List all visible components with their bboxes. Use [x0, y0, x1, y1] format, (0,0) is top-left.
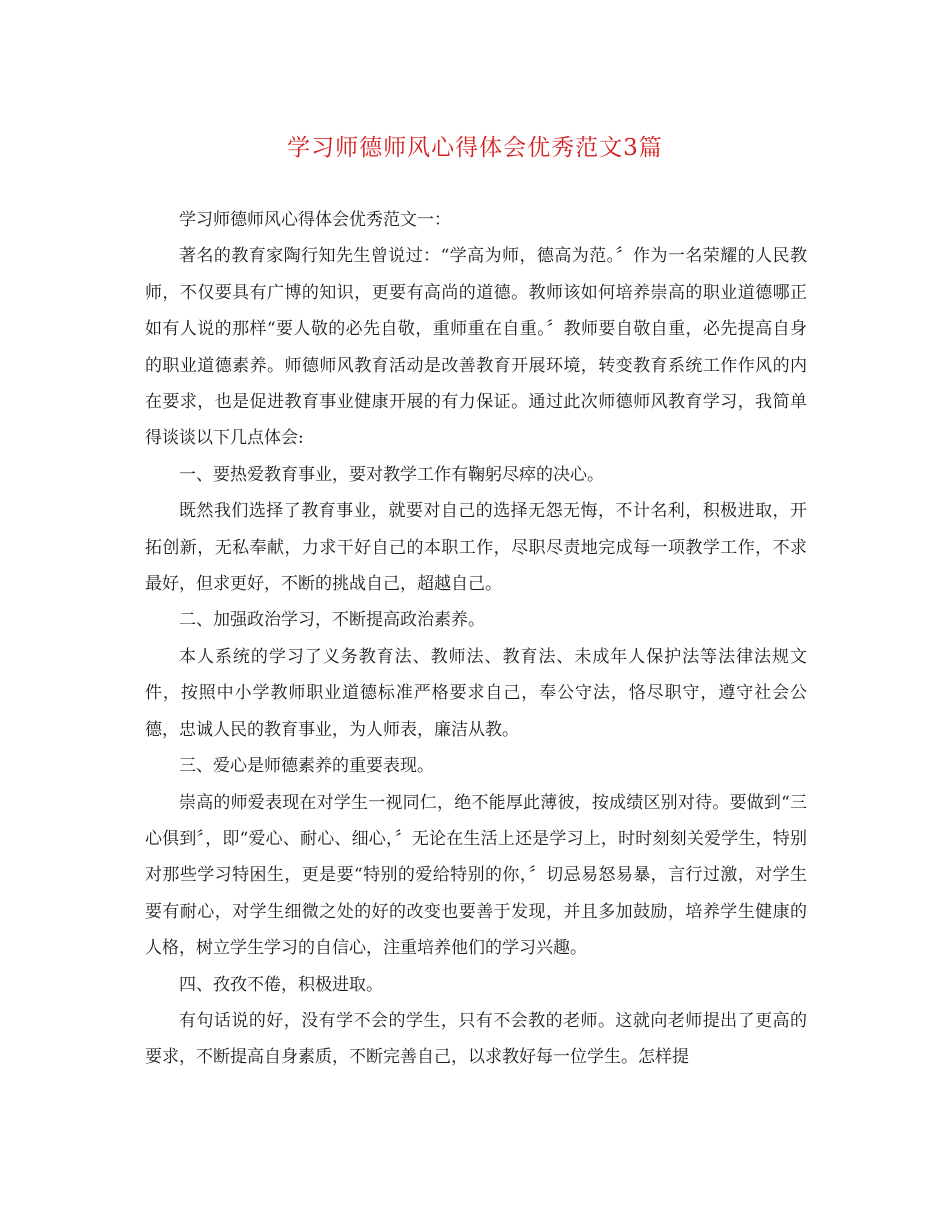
paragraph-point-one-body: 既然我们选择了教育事业，就要对自己的选择无怨无悔，不计名利，积极进取，开拓创新，无私奉献，力求干好自己的本职工作，尽职尽责地完成每一项教学工作，不求最好，但求更好，不断的挑战自己，超越自己。: [145, 501, 807, 595]
paragraph-section-heading: 学习师德师风心得体会优秀范文一：: [179, 210, 451, 230]
paragraph-intro: 著名的教育家陶行知先生曾说过：“学高为师，德高为范。〞作为一名荣耀的人民教师，不仅要具有广博的知识，更要有高尚的道德。教师该如何培养崇高的职业道德哪正如有人说的那样“要人敬的必先自敬，重师重在自重。〞教师要自敬自重，必先提高自身的职业道德素养。师德师风教育活动是改善教育开展环境，转变教育系统工作作风的内在要求，也是促进教育事业健康开展的有力保证。通过此次师德师风教育学习，我简单得谈谈以下几点体会:: [145, 246, 807, 449]
paragraph-point-four-body: 有句话说的好，没有学不会的学生，只有不会教的老师。这就向老师提出了更高的要求，不断提高自身素质，不断完善自己，以求教好每一位学生。怎样提: [145, 1010, 807, 1068]
paragraph-point-two-heading: 二、加强政治学习，不断提高政治素养。: [179, 610, 485, 631]
paragraph-point-one-heading: 一、要热爱教育事业，要对教学工作有鞠躬尽瘁的决心。: [179, 464, 604, 485]
paragraph-point-three-body: 崇高的师爱表现在对学生一视同仁，绝不能厚此薄彼，按成绩区别对待。要做到“三心俱到〞，即“爱心、耐心、细心，〞无论在生活上还是学习上，时时刻刻关爱学生，特别对那些学习特困生，更是要“特别的爱给特别的你，〞切忌易怒易暴，言行过激，对学生要有耐心，对学生细微之处的好的改变也要善于发现，并且多加鼓励，培养学生健康的人格，树立学生学习的自信心，注重培养他们的学习兴趣。: [145, 792, 807, 959]
paragraph-point-three-heading: 三、爱心是师德素养的重要表现。: [179, 756, 434, 777]
paragraph-point-two-body: 本人系统的学习了义务教育法、教师法、教育法、未成年人保护法等法律法规文件，按照中小学教师职业道德标准严格要求自己，奉公守法，恪尽职守，遵守社会公德，忠诚人民的教育事业，为人师表，廉洁从教。: [145, 646, 807, 740]
page-title: 学习师德师风心得体会优秀范文3篇: [287, 135, 663, 161]
document-body: [145, 202, 807, 1076]
paragraph-point-four-heading: 四、孜孜不倦，积极进取。: [179, 974, 383, 995]
